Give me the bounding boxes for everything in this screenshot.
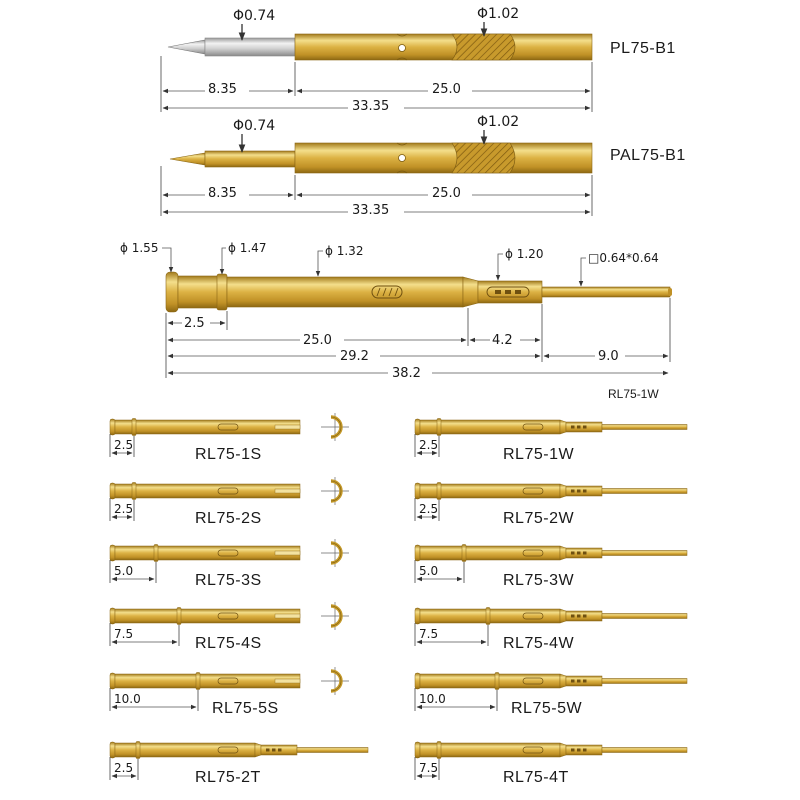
- press-ring: [217, 274, 227, 310]
- variant-dim-label: 5.0: [419, 564, 439, 578]
- variant-model-label: RL75-2S: [195, 510, 262, 527]
- press-ring: [437, 483, 441, 500]
- variant-drawing: [110, 419, 300, 436]
- dim-total-length: 33.35: [352, 203, 390, 218]
- variant-drawing: [415, 673, 687, 690]
- pin: [297, 748, 368, 753]
- body-diameter-label: Φ1.02: [477, 6, 520, 22]
- press-ring: [132, 419, 136, 436]
- variant-drawing: [415, 608, 687, 625]
- variant-model-label: RL75-3W: [503, 572, 575, 589]
- barrel-body: [227, 277, 463, 307]
- tulip-end-view-icon: [321, 413, 349, 441]
- variant-dim-label: 10.0: [419, 692, 446, 706]
- variant-drawing: [415, 483, 687, 500]
- pin: [602, 614, 687, 619]
- pin-size-label: □0.64*0.64: [588, 251, 659, 265]
- dim-wire-length: 4.2: [492, 333, 513, 348]
- probe-pal75-b1: [161, 114, 686, 218]
- press-ring: [132, 483, 136, 500]
- dim-barrel-length: 25.0: [303, 333, 332, 348]
- diameter-2-label: ϕ 1.47: [228, 241, 267, 255]
- variant-model-label: RL75-5W: [511, 700, 583, 717]
- diameter-3-label: ϕ 1.32: [325, 244, 364, 258]
- variant-drawing: [110, 742, 368, 759]
- spring-cutaway: [452, 34, 515, 60]
- tulip-end-view-icon: [321, 667, 349, 695]
- variant-model-label: RL75-1W: [503, 446, 575, 463]
- variant-model-label: RL75-1S: [195, 446, 262, 463]
- dim-tip-length: 8.35: [208, 186, 237, 201]
- head-flange: [166, 272, 178, 312]
- press-ring: [437, 419, 441, 436]
- pin: [602, 679, 687, 684]
- body-diameter-label: Φ1.02: [477, 114, 520, 130]
- press-ring: [495, 673, 499, 690]
- variant-model-label: RL75-2W: [503, 510, 575, 527]
- press-ring: [154, 545, 158, 562]
- variant-drawing: [415, 545, 687, 562]
- press-ring: [196, 673, 200, 690]
- variant-dim-label: 7.5: [114, 627, 134, 641]
- variant-model-label: RL75-4T: [503, 769, 569, 786]
- dim-tip-length: 8.35: [208, 82, 237, 97]
- variant-dim-label: 10.0: [114, 692, 141, 706]
- gold-tip-cone: [170, 153, 205, 165]
- right-variant-grid: [415, 419, 687, 787]
- pin: [602, 748, 687, 753]
- tulip-end-view-icon: [321, 477, 349, 505]
- variant-dim-label: 7.5: [419, 761, 439, 775]
- spring-cutaway: [452, 143, 515, 173]
- tulip-end-view-icon: [321, 539, 349, 567]
- variant-drawing: [415, 742, 687, 759]
- variant-dim-label: 2.5: [114, 761, 134, 775]
- gold-plunger: [205, 151, 295, 167]
- tip-diameter-label: Φ0.74: [233, 118, 276, 134]
- dim-total-length: 33.35: [352, 99, 390, 114]
- press-ring: [437, 742, 441, 759]
- variant-drawing: [110, 483, 300, 500]
- variant-dim-label: 7.5: [419, 627, 439, 641]
- variant-model-label: RL75-5S: [212, 700, 279, 717]
- press-ring: [462, 545, 466, 562]
- probe-name-label: PAL75-B1: [610, 147, 686, 164]
- dim-body-length: 25.0: [432, 186, 461, 201]
- dim-body-length: 25.0: [432, 82, 461, 97]
- diameter-1-label: ϕ 1.55: [120, 241, 159, 255]
- variant-drawing: [415, 419, 687, 436]
- steel-plunger: [205, 38, 295, 56]
- variant-model-label: RL75-4S: [195, 635, 262, 652]
- dim-head-length: 2.5: [184, 316, 205, 331]
- receptacle-rl75-1w-detail: [120, 241, 672, 401]
- diameter-4-label: ϕ 1.20: [505, 247, 544, 261]
- variant-model-label: RL75-2T: [195, 769, 261, 786]
- press-ring: [177, 608, 181, 625]
- barrel-hole: [399, 45, 406, 52]
- pin: [602, 551, 687, 556]
- pin: [602, 489, 687, 494]
- pin: [602, 425, 687, 430]
- gold-barrel: [295, 34, 592, 60]
- barrel-hole: [399, 155, 406, 162]
- variant-dim-label: 2.5: [114, 438, 134, 452]
- probe-pl75-b1: [161, 6, 676, 114]
- variant-dim-label: 5.0: [114, 564, 134, 578]
- variant-drawing: [110, 673, 300, 690]
- gold-barrel: [295, 143, 592, 173]
- variant-drawing: [110, 545, 300, 562]
- tip-diameter-label: Φ0.74: [233, 8, 276, 24]
- variant-model-label: RL75-4W: [503, 635, 575, 652]
- press-ring: [486, 608, 490, 625]
- variant-drawing: [110, 608, 300, 625]
- dim-overall-length: 38.2: [392, 366, 421, 381]
- press-ring: [136, 742, 140, 759]
- steel-tip-cone: [168, 40, 205, 54]
- variant-dim-label: 2.5: [419, 438, 439, 452]
- dim-body-total: 29.2: [340, 349, 369, 364]
- left-variant-grid: [110, 413, 368, 786]
- main-model-label: RL75-1W: [608, 387, 659, 401]
- dim-pin-length: 9.0: [598, 349, 619, 364]
- variant-dim-label: 2.5: [114, 502, 134, 516]
- probe-name-label: PL75-B1: [610, 40, 676, 57]
- tulip-end-view-icon: [321, 602, 349, 630]
- square-pin: [542, 287, 670, 297]
- variant-dim-label: 2.5: [419, 502, 439, 516]
- variant-model-label: RL75-3S: [195, 572, 262, 589]
